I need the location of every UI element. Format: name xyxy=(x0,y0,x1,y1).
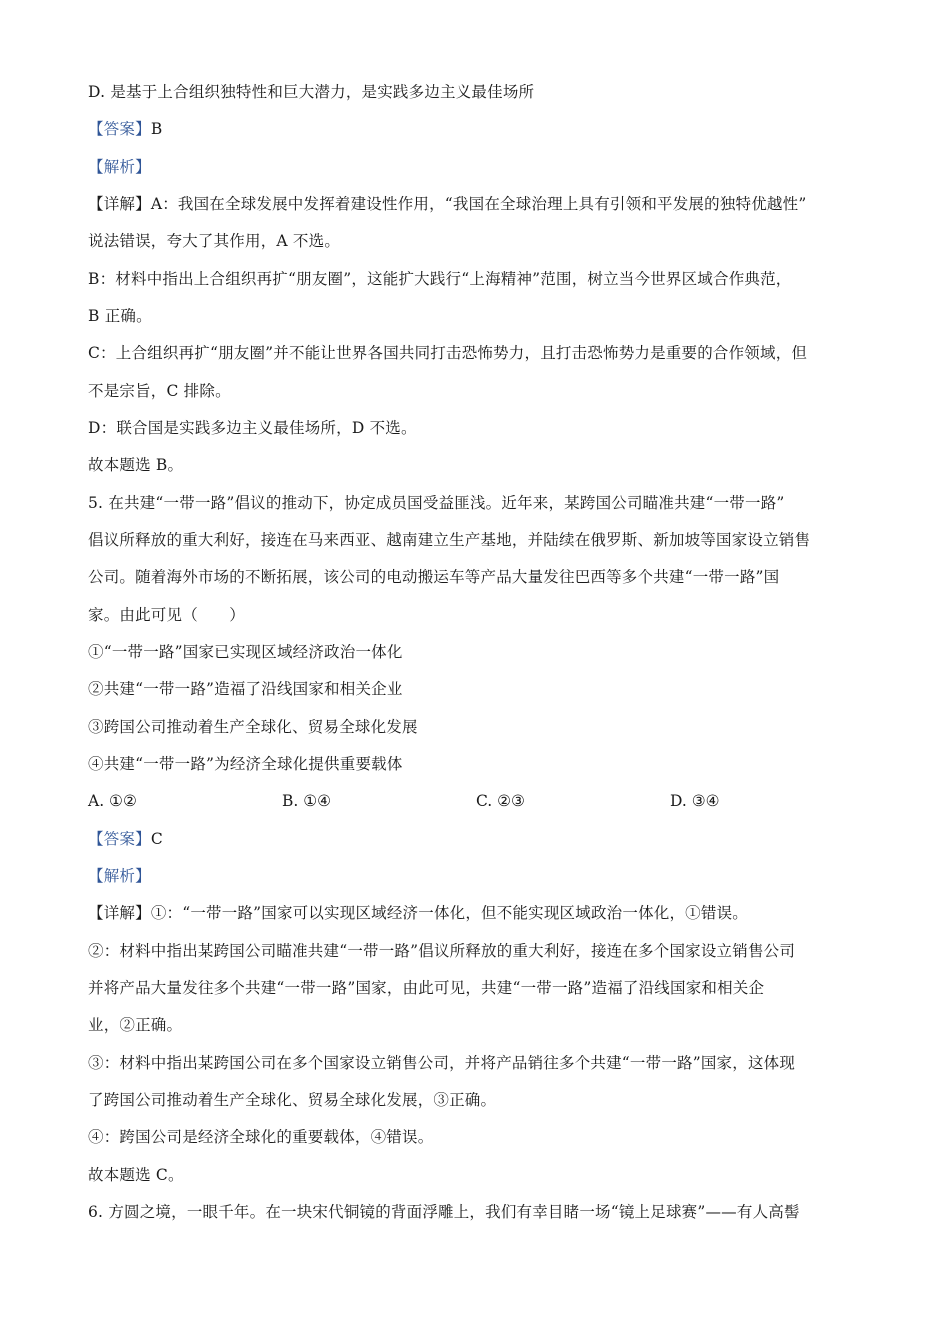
q4-detail-line: D：联合国是实践多边主义最佳场所，D 不选。 xyxy=(88,419,417,437)
q4-option-d: D. 是基于上合组织独特性和巨大潜力，是实践多边主义最佳场所 xyxy=(88,83,535,101)
q4-detail-line: C：上合组织再扩“朋友圈”并不能让世界各国共同打击恐怖势力，且打击恐怖势力是重要的合作领域，但 xyxy=(88,344,808,362)
q5-answer xyxy=(88,829,163,849)
q5-detail-line: 了跨国公司推动着生产全球化、贸易全球化发展，③正确。 xyxy=(88,1091,497,1109)
q5-option-c: C. ②③ xyxy=(476,792,525,810)
q6-stem-line: 6. 方圆之境，一眼千年。在一块宋代铜镜的背面浮雕上，我们有幸目睹一场“镜上足球赛”——有人高髻 xyxy=(88,1203,800,1221)
q4-conclusion: 故本题选 B。 xyxy=(88,456,184,474)
q5-statement: ②共建“一带一路”造福了沿线国家和相关企业 xyxy=(88,680,403,698)
q5-stem-line: 5. 在共建“一带一路”倡议的推动下，协定成员国受益匪浅。近年来，某跨国公司瞄准共建“一带一路” xyxy=(88,494,785,512)
q5-statement: ①“一带一路”国家已实现区域经济政治一体化 xyxy=(88,643,403,661)
q5-stem-line: 家。由此可见（ ） xyxy=(88,606,246,624)
q5-stem-line: 倡议所释放的重大利好，接连在马来西亚、越南建立生产基地，并陆续在俄罗斯、新加坡等国家设立销售 xyxy=(88,531,811,549)
q5-stem-line: 公司。随着海外市场的不断拓展，该公司的电动搬运车等产品大量发往巴西等多个共建“一带一路”国 xyxy=(88,568,780,586)
detail-tag: 【详解】 xyxy=(88,195,151,213)
q5-detail-line: 业，②正确。 xyxy=(88,1016,183,1034)
q4-detail-line: B 正确。 xyxy=(88,307,152,325)
q4-analysis-tag: 【解析】 xyxy=(88,158,151,176)
detail-tag: 【详解】 xyxy=(88,904,151,922)
q5-detail-line: ③：材料中指出某跨国公司在多个国家设立销售公司，并将产品销往多个共建“一带一路”国家，这体现 xyxy=(88,1054,796,1072)
q5-option-d: D. ③④ xyxy=(670,792,720,810)
q5-detail-line: ②：材料中指出某跨国公司瞄准共建“一带一路”倡议所释放的重大利好，接连在多个国家设立销售公司 xyxy=(88,942,796,960)
q4-answer xyxy=(88,119,162,139)
q5-detail-line: 并将产品大量发往多个共建“一带一路”国家，由此可见，共建“一带一路”造福了沿线国家和相关企 xyxy=(88,979,765,997)
q5-analysis-tag: 【解析】 xyxy=(88,867,151,885)
q4-detail-line: 不是宗旨，C 排除。 xyxy=(88,382,231,400)
q5-conclusion: 故本题选 C。 xyxy=(88,1166,184,1184)
q5-statement: ③跨国公司推动着生产全球化、贸易全球化发展 xyxy=(88,718,418,736)
q5-option-a: A. ①② xyxy=(88,792,137,810)
q5-statement: ④共建“一带一路”为经济全球化提供重要载体 xyxy=(88,755,403,773)
q4-detail-line: 说法错误，夸大了其作用，A 不选。 xyxy=(88,232,341,250)
q4-detail-line: 【详解】A：我国在全球发展中发挥着建设性作用，“我国在全球治理上具有引领和平发展的独特优越性” xyxy=(88,195,807,213)
answer-value: C xyxy=(150,830,163,848)
answer-tag: 【答案】 xyxy=(88,830,151,848)
answer-tag: 【答案】 xyxy=(88,120,151,138)
q5-option-b: B. ①④ xyxy=(282,792,332,810)
answer-value: B xyxy=(150,120,163,138)
q5-detail-line: ④：跨国公司是经济全球化的重要载体，④错误。 xyxy=(88,1128,434,1146)
q5-detail-line: 【详解】①：“一带一路”国家可以实现区域经济一体化，但不能实现区域政治一体化，①错误。 xyxy=(88,904,748,922)
q4-detail-line: B：材料中指出上合组织再扩“朋友圈”，这能扩大践行“上海精神”范围，树立当今世界区域合作典范， xyxy=(88,270,792,288)
